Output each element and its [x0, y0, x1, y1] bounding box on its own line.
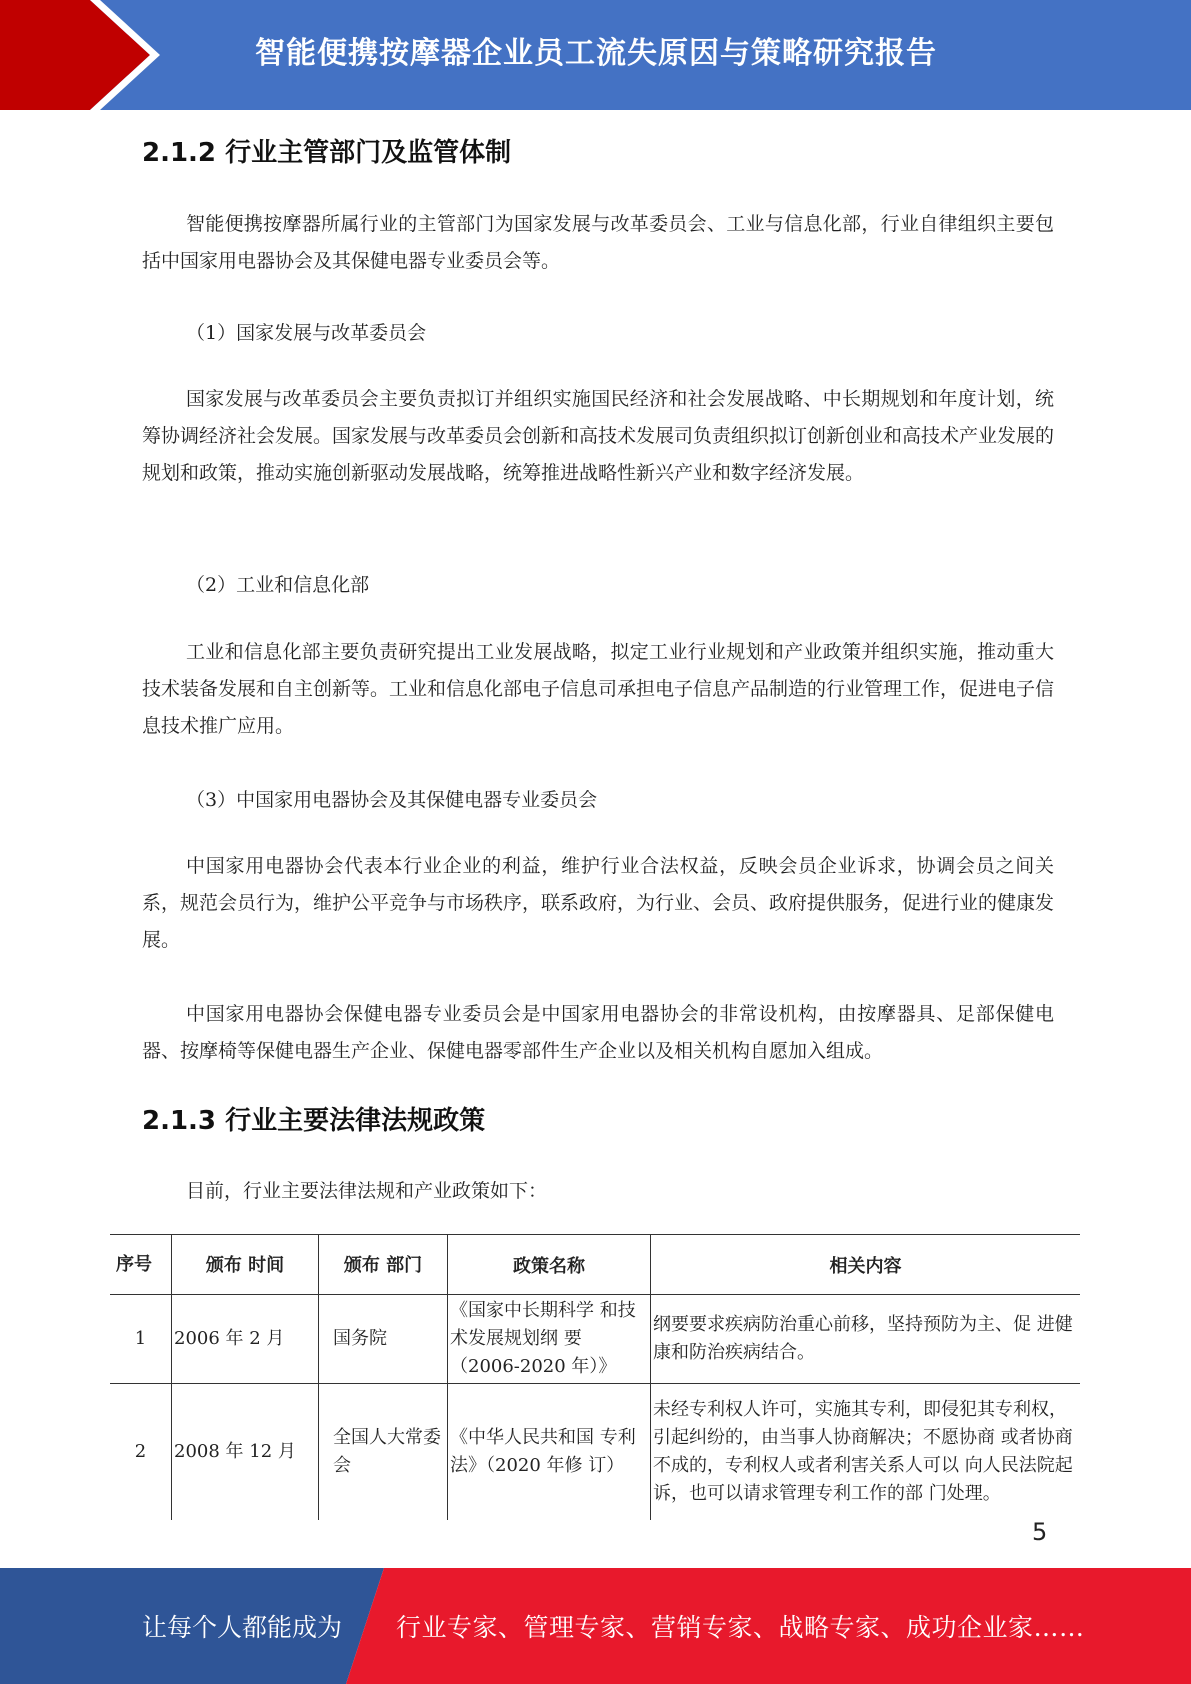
cell-content: 纲要要求疾病防治重心前移，坚持预防为主、促 进健康和防治疾病结合。 [651, 1295, 1081, 1384]
page-number: 5 [1032, 1518, 1048, 1546]
item-3-title: （3）中国家用电器协会及其保健电器专业委员会 [186, 789, 598, 811]
header-dept: 颁布 部门 [319, 1235, 448, 1295]
header-content: 相关内容 [651, 1235, 1081, 1295]
header-seq: 序号 [110, 1235, 172, 1295]
header-policy-name: 政策名称 [448, 1235, 651, 1295]
item-2-paragraph: 工业和信息化部主要负责研究提出工业发展战略，拟定工业行业规划和产业政策并组织实施，推动重大技术装备发展和自主创新等。工业和信息化部电子信息司承担电子信息产品制造的行业管理工作，促进电子信息技术推广应用。 [142, 641, 1055, 737]
policy-table [110, 1234, 1080, 1520]
table-row [110, 1384, 1080, 1520]
table-header-row [110, 1235, 1080, 1295]
item-1-title: （1）国家发展与改革委员会 [186, 322, 427, 344]
footer-slogan-left: 让每个人都能成为 [142, 1613, 343, 1642]
policy-intro-paragraph: 目前，行业主要法律法规和产业政策如下： [186, 1180, 548, 1202]
footer-slogan-right: 行业专家、管理专家、营销专家、战略专家、成功企业家…… [396, 1613, 1085, 1642]
item-2-title: （2）工业和信息化部 [186, 574, 370, 596]
item-3-paragraph: 中国家用电器协会代表本行业企业的利益，维护行业合法权益，反映会员企业诉求，协调会员之间关系，规范会员行为，维护公平竞争与市场秩序，联系政府，为行业、会员、政府提供服务，促进行业的健康发展。 [142, 855, 1055, 951]
cell-time: 2006 年 2 月 [172, 1295, 319, 1384]
cell-policy-name: 《国家中长期科学 和技术发展规划纲 要（2006-2020 年）》 [448, 1295, 651, 1384]
header-time: 颁布 时间 [172, 1235, 319, 1295]
cell-policy-name: 《中华人民共和国 专利法》（2020 年修 订） [448, 1384, 651, 1520]
section-intro-paragraph: 智能便携按摩器所属行业的主管部门为国家发展与改革委员会、工业与信息化部，行业自律组织主要包括中国家用电器协会及其保健电器专业委员会等。 [142, 213, 1054, 272]
report-title: 智能便携按摩器企业员工流失原因与策略研究报告 [255, 36, 937, 71]
cell-seq: 2 [110, 1384, 172, 1520]
item-3-paragraph-2: 中国家用电器协会保健电器专业委员会是中国家用电器协会的非常设机构，由按摩器具、足部保健电器、按摩椅等保健电器生产企业、保健电器零部件生产企业以及相关机构自愿加入组成。 [142, 1003, 1054, 1062]
cell-dept: 国务院 [319, 1295, 448, 1384]
cell-dept: 全国人大常委会 [319, 1384, 448, 1520]
item-1-paragraph: 国家发展与改革委员会主要负责拟订并组织实施国民经济和社会发展战略、中长期规划和年度计划，统筹协调经济社会发展。国家发展与改革委员会创新和高技术发展司负责组织拟订创新创业和高技术产业发展的规划和政策，推动实施创新驱动发展战略，统筹推进战略性新兴产业和数字经济发展。 [142, 388, 1055, 484]
page-footer-banner [0, 1568, 1191, 1684]
section-heading-2-1-2: 2.1.2 行业主管部门及监管体制 [142, 138, 512, 168]
section-heading-2-1-3: 2.1.3 行业主要法律法规政策 [142, 1106, 486, 1136]
table-row [110, 1295, 1080, 1384]
page-header-banner [0, 0, 1191, 110]
cell-time: 2008 年 12 月 [172, 1384, 319, 1520]
cell-content: 未经专利权人许可，实施其专利，即侵犯其专利权，引起纠纷的，由当事人协商解决；不愿协商 或者协商不成的，专利权人或者利害关系人可以 向人民法院起诉，也可以请求管理专利工作的部 门处理。 [651, 1384, 1081, 1520]
cell-seq: 1 [110, 1295, 172, 1384]
